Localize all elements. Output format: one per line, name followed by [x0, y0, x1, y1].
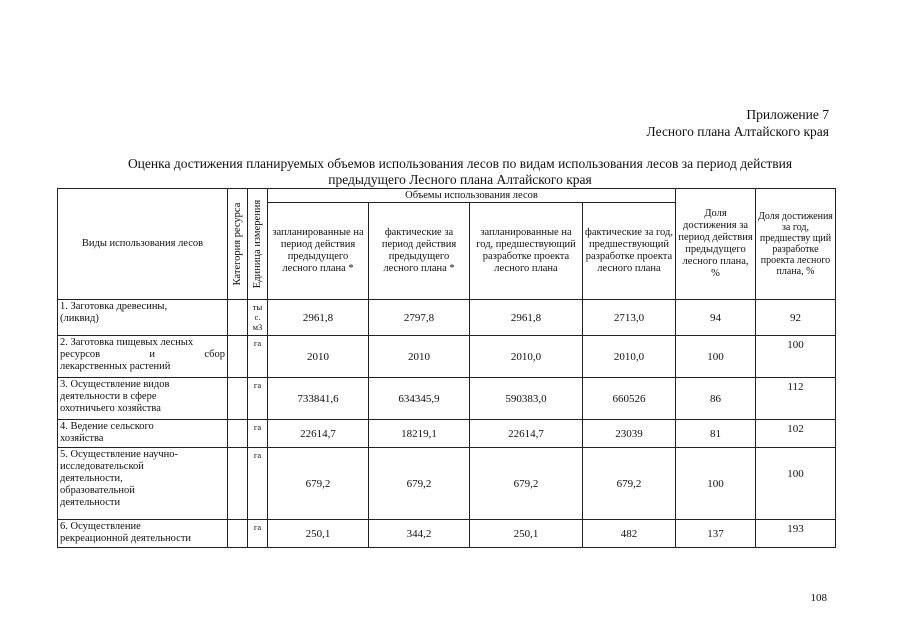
- row-category: [228, 448, 248, 520]
- cell-actual-year: 482: [583, 520, 676, 548]
- cell-planned-period: 250,1: [268, 520, 369, 548]
- cell-share-year: 112: [756, 378, 836, 420]
- cell-share-period: 94: [676, 300, 756, 336]
- cell-planned-period: 2961,8: [268, 300, 369, 336]
- cell-planned-year: 250,1: [470, 520, 583, 548]
- cell-planned-year: 22614,7: [470, 420, 583, 448]
- document-title-line-2: предыдущего Лесного плана Алтайского края: [328, 172, 592, 187]
- cell-actual-period: 344,2: [369, 520, 470, 548]
- header-actual-period: фактические за период действия предыдущего лесного плана *: [369, 203, 470, 300]
- header-planned-period: запланированные на период действия предыдущего лесного плана *: [268, 203, 369, 300]
- header-volumes-group: Объемы использования лесов: [268, 189, 676, 203]
- appendix-line-2: Лесного плана Алтайского края: [646, 124, 829, 139]
- cell-actual-year: 2010,0: [583, 336, 676, 378]
- cell-share-year: 100: [756, 448, 836, 520]
- row-name: 3. Осуществление видов деятельности в сфере охотничьего хозяйства: [58, 378, 228, 420]
- row-unit: га: [248, 520, 268, 548]
- row-name: 1. Заготовка древесины, (ликвид): [58, 300, 228, 336]
- header-row-1: [58, 189, 836, 203]
- cell-actual-period: 18219,1: [369, 420, 470, 448]
- header-types: Виды использования лесов: [58, 189, 228, 300]
- row-category: [228, 420, 248, 448]
- cell-planned-year: 2961,8: [470, 300, 583, 336]
- cell-planned-period: 733841,6: [268, 378, 369, 420]
- cell-actual-year: 679,2: [583, 448, 676, 520]
- cell-share-year: 102: [756, 420, 836, 448]
- table-row: [58, 300, 836, 336]
- header-unit: [248, 189, 268, 300]
- table-row: [58, 336, 836, 378]
- cell-actual-period: 2010: [369, 336, 470, 378]
- cell-share-period: 100: [676, 448, 756, 520]
- cell-actual-period: 679,2: [369, 448, 470, 520]
- row-name: 6. Осуществление рекреационной деятельности: [58, 520, 228, 548]
- cell-planned-period: 679,2: [268, 448, 369, 520]
- cell-share-period: 86: [676, 378, 756, 420]
- cell-share-period: 81: [676, 420, 756, 448]
- document-title: [60, 156, 860, 188]
- table-row: [58, 448, 836, 520]
- cell-planned-year: 590383,0: [470, 378, 583, 420]
- row-name: 4. Ведение сельского хозяйства: [58, 420, 228, 448]
- appendix-note: [647, 106, 829, 140]
- cell-planned-year: 2010,0: [470, 336, 583, 378]
- header-category-label: Категория ресурса: [231, 202, 243, 286]
- table-row: [58, 520, 836, 548]
- table-row: [58, 378, 836, 420]
- cell-share-year: 92: [756, 300, 836, 336]
- cell-planned-period: 22614,7: [268, 420, 369, 448]
- row-unit: ты с. м3: [248, 300, 268, 336]
- page-number: 108: [810, 592, 827, 604]
- row-unit: га: [248, 420, 268, 448]
- header-planned-year: запланированные на год, предшествующий разработке проекта лесного плана: [470, 203, 583, 300]
- row-category: [228, 300, 248, 336]
- document-title-line-1: Оценка достижения планируемых объемов использования лесов по видам использования лесов за период действия: [127, 156, 793, 171]
- cell-share-year: 100: [756, 336, 836, 378]
- row-unit: га: [248, 448, 268, 520]
- cell-planned-year: 679,2: [470, 448, 583, 520]
- cell-share-period: 137: [676, 520, 756, 548]
- cell-planned-period: 2010: [268, 336, 369, 378]
- forest-use-table: [57, 188, 836, 548]
- cell-actual-period: 634345,9: [369, 378, 470, 420]
- row-unit: га: [248, 336, 268, 378]
- cell-actual-year: 2713,0: [583, 300, 676, 336]
- row-category: [228, 520, 248, 548]
- appendix-line-1: Приложение 7: [746, 107, 829, 122]
- cell-share-year: 193: [756, 520, 836, 548]
- table-row: [58, 420, 836, 448]
- header-category: [228, 189, 248, 300]
- row-unit: га: [248, 378, 268, 420]
- header-share-year: Доля достижения за год, предшеству щий разработке проекта лесного плана, %: [756, 189, 836, 300]
- header-unit-label: Единица измерения: [251, 199, 263, 289]
- row-name: 5. Осуществление научно- исследовательской деятельности, образовательной деятельности: [58, 448, 228, 520]
- row-category: [228, 336, 248, 378]
- header-actual-year: фактические за год, предшествующий разработке проекта лесного плана: [583, 203, 676, 300]
- row-name: 2. Заготовка пищевых лесных ресурсов и сбор лекарственных растений: [58, 336, 228, 378]
- cell-actual-period: 2797,8: [369, 300, 470, 336]
- cell-actual-year: 660526: [583, 378, 676, 420]
- row-category: [228, 378, 248, 420]
- cell-share-period: 100: [676, 336, 756, 378]
- header-share-period: Доля достижения за период действия предыдущего лесного плана, %: [676, 189, 756, 300]
- cell-actual-year: 23039: [583, 420, 676, 448]
